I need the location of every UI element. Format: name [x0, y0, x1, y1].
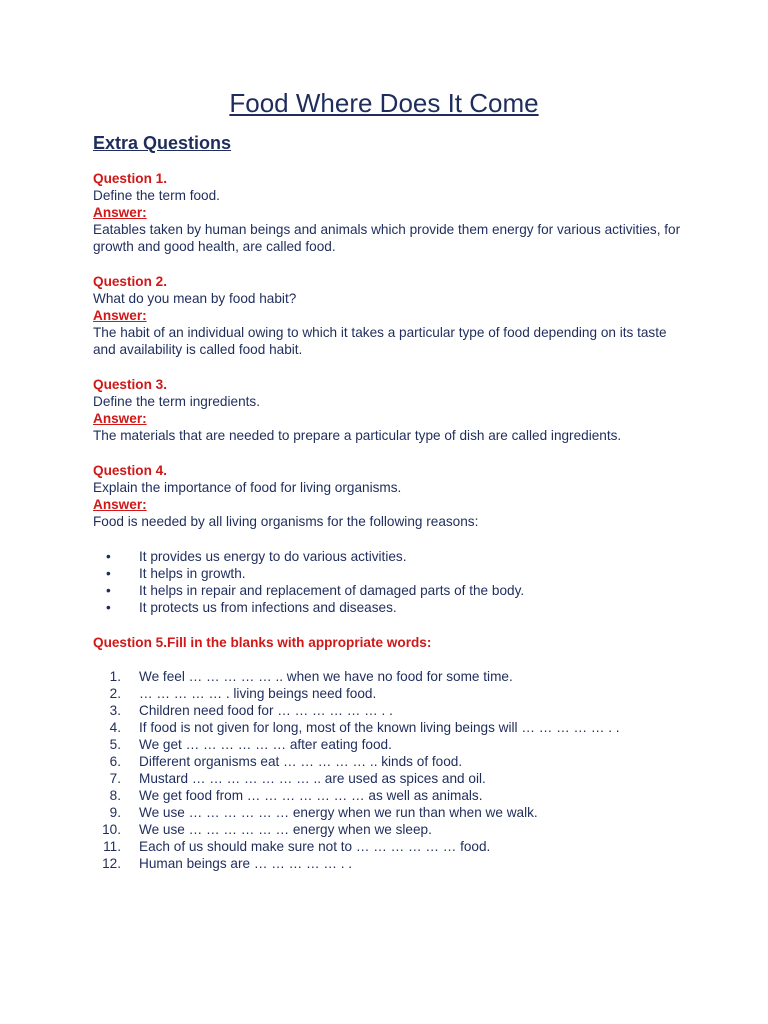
- item-number: 6.: [109, 754, 121, 769]
- fill-blanks-list: [93, 668, 683, 872]
- page-title: Food Where Does It Come: [229, 88, 539, 118]
- item-number: 7.: [109, 771, 121, 786]
- item-text: Human beings are … … … … … . .: [139, 856, 353, 871]
- document-body: [93, 170, 683, 872]
- blank-item: [93, 787, 683, 804]
- blank-item: [93, 753, 683, 770]
- question-label: Question 2.: [93, 274, 168, 289]
- answer-text: Food is needed by all living organisms for the following reasons:: [93, 514, 479, 529]
- question-text: Define the term food.: [93, 188, 220, 203]
- qa-block: [93, 462, 683, 530]
- item-text: Each of us should make sure not to … … … … … … food.: [139, 839, 491, 854]
- answer-label: Answer:: [93, 308, 147, 323]
- answer-label: Answer:: [93, 411, 147, 426]
- blank-item: [93, 685, 683, 702]
- question-5-heading: Question 5.Fill in the blanks with appropriate words:: [93, 635, 432, 650]
- blank-item: [93, 736, 683, 753]
- item-text: Different organisms eat … … … … … .. kinds of food.: [139, 754, 463, 769]
- item-number: 5.: [109, 737, 121, 752]
- section-heading: Extra Questions: [93, 133, 232, 153]
- qa-block: [93, 170, 683, 255]
- item-text: Mustard … … … … … … … .. are used as spices and oil.: [139, 771, 486, 786]
- answer-label: Answer:: [93, 497, 147, 512]
- blank-item: [93, 838, 683, 855]
- question-label: Question 4.: [93, 463, 168, 478]
- item-number: 3.: [109, 703, 121, 718]
- item-number: 12.: [102, 856, 121, 871]
- bullet-item: • It helps in growth.: [93, 565, 683, 582]
- item-text: We feel … … … … … .. when we have no food for some time.: [139, 669, 513, 684]
- question-text: What do you mean by food habit?: [93, 291, 297, 306]
- item-number: 9.: [109, 805, 121, 820]
- answer-text: Eatables taken by human beings and animals which provide them energy for various activities, for growth and good health, are called food.: [93, 222, 681, 254]
- qa-block: [93, 273, 683, 358]
- bullet-item: • It provides us energy to do various activities.: [93, 548, 683, 565]
- question-text: Explain the importance of food for living organisms.: [93, 480, 402, 495]
- item-text: … … … … … . living beings need food.: [139, 686, 377, 701]
- item-text: We use … … … … … … energy when we run than when we walk.: [139, 805, 538, 820]
- qa-block: [93, 376, 683, 444]
- item-text: We use … … … … … … energy when we sleep.: [139, 822, 432, 837]
- answer-label: Answer:: [93, 205, 147, 220]
- item-number: 8.: [109, 788, 121, 803]
- answer-text: The materials that are needed to prepare a particular type of dish are called ingredients.: [93, 428, 622, 443]
- bullet-item: • It helps in repair and replacement of damaged parts of the body.: [93, 582, 683, 599]
- item-text: We get … … … … … … after eating food.: [139, 737, 392, 752]
- item-text: If food is not given for long, most of the known living beings will … … … … … . .: [139, 720, 620, 735]
- question-label: Question 1.: [93, 171, 168, 186]
- blank-item: [93, 770, 683, 787]
- bullet-item: • It protects us from infections and diseases.: [93, 599, 683, 616]
- blank-item: [93, 702, 683, 719]
- item-number: 11.: [103, 839, 121, 854]
- blank-item: [93, 668, 683, 685]
- item-number: 10.: [102, 822, 121, 837]
- blank-item: [93, 821, 683, 838]
- item-number: 2.: [109, 686, 121, 701]
- item-text: Children need food for … … … … … … . .: [139, 703, 393, 718]
- blank-item: [93, 719, 683, 736]
- question-label: Question 3.: [93, 377, 168, 392]
- blank-item: [93, 804, 683, 821]
- answer-text: The habit of an individual owing to which it takes a particular type of food depending on its taste and availability is called food habit.: [93, 325, 667, 357]
- item-text: We get food from … … … … … … … as well as animals.: [139, 788, 483, 803]
- item-number: 4.: [109, 720, 121, 735]
- question-text: Define the term ingredients.: [93, 394, 260, 409]
- item-number: 1.: [109, 669, 121, 684]
- blank-item: [93, 855, 683, 872]
- bullet-list: [93, 548, 683, 616]
